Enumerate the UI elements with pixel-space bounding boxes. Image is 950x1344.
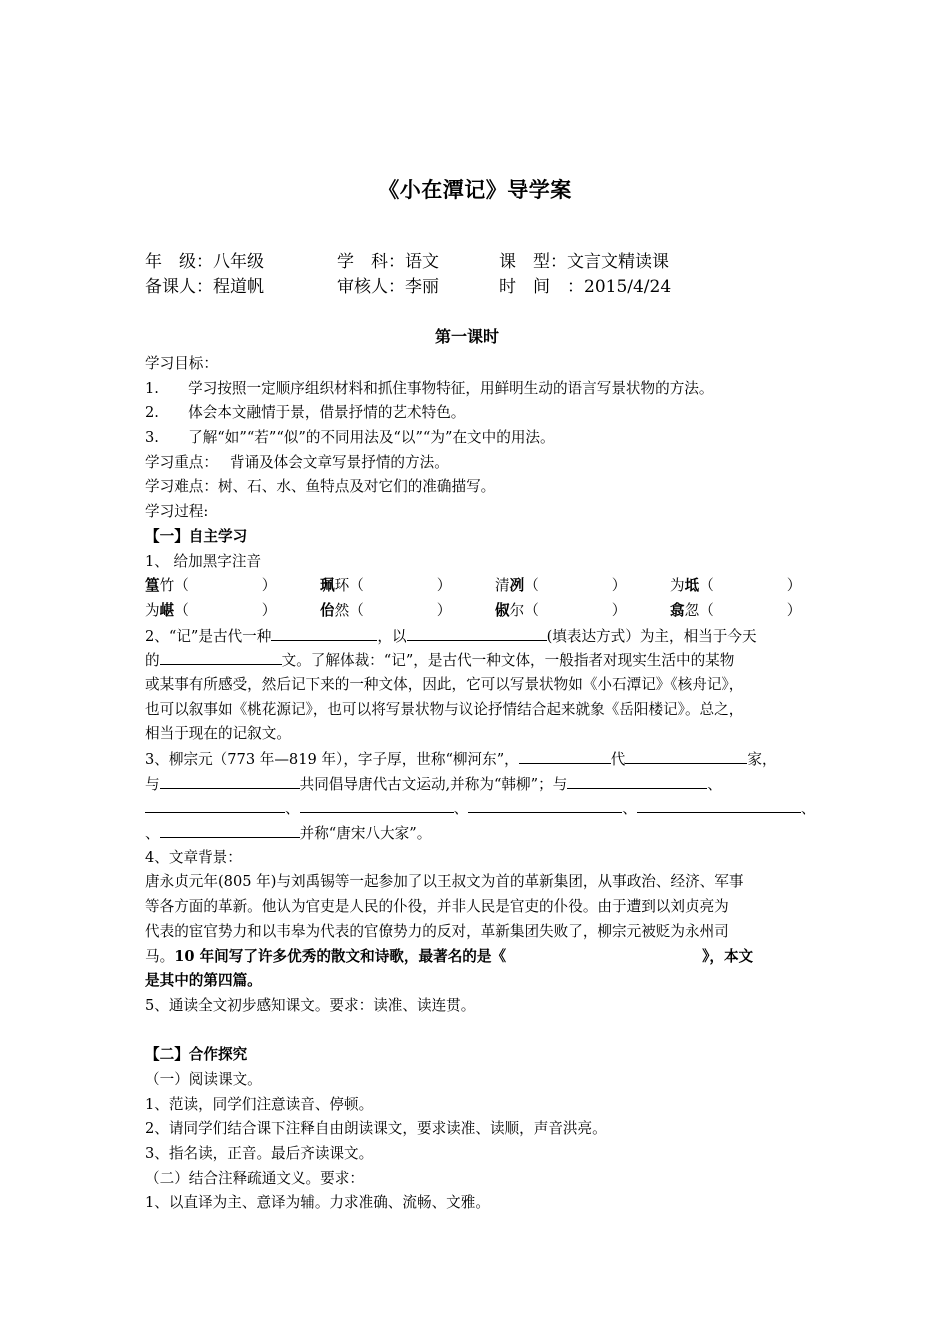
key-point: 学习重点： 背诵及体会文章写景抒情的方法。 (145, 453, 449, 471)
lesson-heading: 第一课时 (435, 327, 500, 346)
question-5: 5、通读全文初步感知课文。要求：读准、读连贯。 (145, 996, 476, 1014)
question-3-line-3: 、 、 、 、 (145, 796, 810, 821)
goal-item: 2. 体会本文融情于景，借景抒情的艺术特色。 (145, 404, 466, 422)
subsection-2: （二）结合注释疏通文义。要求： (145, 1169, 364, 1187)
list-item: 3、指名读，正音。最后齐读课文。 (145, 1145, 374, 1162)
process-heading: 学习过程: (145, 503, 209, 521)
pinyin-cell: 佁然（ ） (320, 601, 452, 619)
question-2-line-4: 也可以叙事如《桃花源记》，也可以将写景状物与议论抒情结合起来就象《岳阳楼记》。总之， (145, 700, 744, 718)
pinyin-cell: 翕忽（ ） (670, 601, 802, 619)
pinyin-cell: 清冽（ ） (495, 577, 627, 595)
background-line: 等各方面的革新。他认为官吏是人民的仆役，并非人民是官吏的仆役。由于遭到以刘贞亮为 (145, 898, 729, 916)
background-line: 马。10 年间写了许多优秀的散文和诗歌，最著名的是《 》，本文 (145, 947, 754, 965)
difficulty-point: 学习难点：树、石、水、鱼特点及对它们的准确描写。 (145, 478, 496, 496)
fill-blank[interactable] (637, 796, 801, 813)
pinyin-cell: 为嵁（ ） (145, 601, 277, 619)
question-4-heading: 4、文章背景： (145, 848, 242, 866)
list-item: 1、范读，同学们注意读音、停顿。 (145, 1095, 374, 1113)
meta-time: 时 间 ：2015/4/24 (499, 277, 672, 297)
meta-preparer: 备课人：程道帆 (145, 277, 264, 297)
question-2-line-1: 2、“记”是古代一种 ，以 (填表达方式）为主，相当于今天 (145, 624, 810, 649)
goal-item: 1. 学习按照一定顺序组织材料和抓住事物特征，用鲜明生动的语言写景状物的方法。 (145, 379, 714, 397)
question-3-line-4: 、 并称“唐宋八大家”。 (145, 821, 810, 846)
question-2-line-2: 的 文。了解体裁：“记”，是古代一种文体，一般指者对现实生活中的某物 (145, 648, 810, 673)
fill-blank[interactable] (625, 747, 747, 764)
fill-blank[interactable] (160, 821, 300, 838)
pinyin-row-1 (145, 574, 810, 599)
fill-blank[interactable] (271, 624, 377, 641)
pinyin-cell: 俶尔（ ） (495, 601, 627, 619)
meta-subject: 学 科：语文 (337, 252, 439, 272)
background-line: 是其中的第四篇。 (145, 972, 262, 990)
question-3-line-2: 与 共同倡导唐代古文运动,并称为“韩柳”；与 、 (145, 772, 810, 797)
fill-blank[interactable] (567, 772, 707, 789)
meta-reviewer: 审核人：李丽 (337, 277, 439, 297)
goals-heading: 学习目标： (145, 355, 218, 372)
question-2-line-5: 相当于现在的记叙文。 (145, 725, 291, 743)
pinyin-cell: 篁竹（ ） (145, 577, 277, 595)
fill-blank[interactable] (407, 624, 547, 641)
subsection-1: （一）阅读课文。 (145, 1070, 262, 1088)
fill-blank[interactable] (468, 796, 622, 813)
fill-blank[interactable] (160, 772, 300, 789)
list-item: 1、以直译为主、意译为辅。力求准确、流畅、文雅。 (145, 1194, 490, 1212)
goal-item: 3. 了解“如”“若”“似”的不同用法及“以”“为”在文中的用法。 (145, 429, 555, 447)
fill-blank[interactable] (519, 747, 611, 764)
fill-blank[interactable] (160, 648, 282, 665)
fill-blank[interactable] (300, 796, 454, 813)
background-line: 唐永贞元年(805 年)与刘禹锡等一起参加了以王叔文为首的革新集团，从事政治、经济、军事 (145, 873, 744, 891)
list-item: 2、请同学们结合课下注释自由朗读课文，要求读准、读顺，声音洪亮。 (145, 1120, 607, 1138)
meta-type: 课 型：文言文精读课 (499, 252, 669, 272)
question-1: 1、 给加黑字注音 (145, 552, 262, 570)
question-3-line-1: 3、柳宗元（773 年—819 年），字子厚，世称“柳河东”， 代 家， (145, 747, 810, 772)
document-title: 《小在潭记》导学案 (378, 177, 572, 202)
pinyin-cell: 珮环（ ） (320, 577, 452, 595)
spacer (145, 1019, 810, 1044)
fill-blank[interactable] (145, 796, 285, 813)
document-body (145, 352, 816, 1216)
section-1-heading: 【一】自主学习 (145, 527, 248, 545)
pinyin-row-2 (145, 599, 810, 624)
section-2-heading: 【二】合作探究 (145, 1046, 248, 1064)
meta-grade: 年 级：八年级 (145, 252, 264, 272)
pinyin-cell: 为坻（ ） (670, 577, 802, 595)
background-line: 代表的宦官势力和以韦皋为代表的官僚势力的反对，革新集团失败了，柳宗元被贬为永州司 (145, 922, 729, 940)
question-2-line-3: 或某事有所感受，然后记下来的一种文体，因此，它可以写景状物如《小石潭记》《核舟记》， (145, 675, 744, 693)
